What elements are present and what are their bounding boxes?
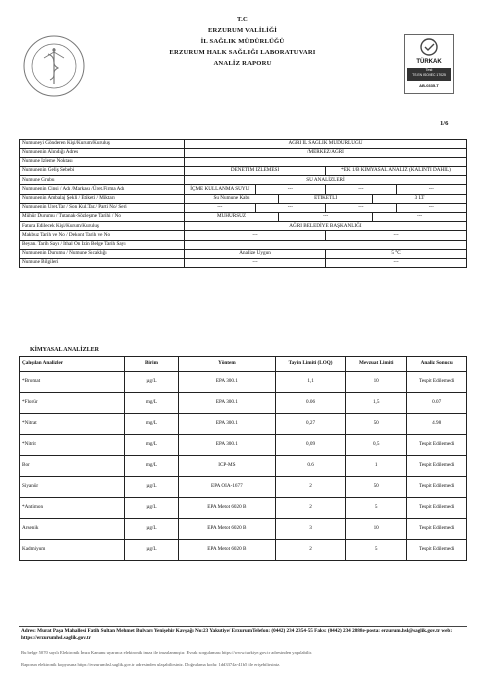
analysis-cell: mg/L bbox=[125, 456, 178, 477]
info-value: --- bbox=[184, 203, 255, 212]
info-value: Analize Uygun bbox=[184, 249, 325, 258]
analysis-cell: EPA Metot 6020 B bbox=[178, 540, 275, 561]
analysis-cell: µg/L bbox=[125, 372, 178, 393]
analysis-cell: µg/L bbox=[125, 519, 178, 540]
analysis-cell: µg/L bbox=[125, 498, 178, 519]
analysis-row bbox=[20, 372, 467, 393]
info-label: Numunenin Alındığı Adres bbox=[20, 148, 185, 157]
info-value: İÇME KULLANMA SUYU bbox=[184, 185, 255, 194]
analysis-cell: mg/L bbox=[125, 393, 178, 414]
analysis-cell: 2 bbox=[276, 477, 346, 498]
info-label: Numunenin Ambalaj Şekli / Etiketi / Miktarı bbox=[20, 194, 185, 203]
analysis-row bbox=[20, 393, 467, 414]
analysis-header-cell: Tayin Limiti (LOQ) bbox=[276, 357, 346, 372]
analysis-cell: 1,1 bbox=[276, 372, 346, 393]
turkak-badge bbox=[404, 34, 454, 94]
page-title: ANALİZ RAPORU bbox=[213, 60, 272, 67]
info-value: --- bbox=[184, 258, 325, 267]
info-label: Numuneyi Gönderen Kişi/Kurum/Kuruluş bbox=[20, 139, 185, 148]
analysis-cell: 2 bbox=[276, 498, 346, 519]
turkak-standard: TS EN ISO/IEC 17025 bbox=[412, 73, 446, 77]
info-value: --- bbox=[279, 213, 373, 222]
analysis-header-cell: Mevzuat Limiti bbox=[346, 357, 407, 372]
info-value: --- bbox=[326, 203, 396, 212]
analysis-cell: 5 bbox=[346, 540, 407, 561]
turkak-number: AB-0335-T bbox=[419, 83, 439, 88]
info-row bbox=[20, 176, 467, 185]
analysis-cell: Tespit Edilemedi bbox=[407, 498, 467, 519]
analysis-name: *Bromat bbox=[20, 372, 125, 393]
analysis-cell: 0,27 bbox=[276, 414, 346, 435]
analysis-name: Bor bbox=[20, 456, 125, 477]
analysis-cell: EPA Metot 6020 B bbox=[178, 498, 275, 519]
info-row bbox=[20, 148, 467, 157]
header-line-laboratuvar: ERZURUM HALK SAĞLIĞI LABORATUVARI bbox=[169, 49, 316, 56]
analysis-cell: 50 bbox=[346, 414, 407, 435]
info-value: --- bbox=[396, 185, 466, 194]
analysis-cell: EPA 300.1 bbox=[178, 414, 275, 435]
analysis-row bbox=[20, 498, 467, 519]
analysis-cell: ICP-MS bbox=[178, 456, 275, 477]
analysis-name: Siyanür bbox=[20, 477, 125, 498]
info-value: --- bbox=[255, 203, 325, 212]
info-value: MÜHÜRSÜZ bbox=[184, 213, 278, 222]
info-value bbox=[184, 157, 466, 166]
info-row bbox=[20, 249, 467, 258]
info-label: Mühür Durumu / Tutanak-Sözleşme Tarihi / No bbox=[20, 213, 185, 222]
info-label: Numune Grubu bbox=[20, 176, 185, 185]
analysis-cell: mg/L bbox=[125, 435, 178, 456]
header-line-mudurluk: İL SAĞLIK MÜDÜRLÜĞÜ bbox=[200, 38, 285, 45]
analysis-cell: Tespit Edilemedi bbox=[407, 372, 467, 393]
turkak-logo-icon bbox=[405, 37, 453, 61]
info-row bbox=[20, 185, 467, 194]
analysis-header-cell: Analiz Sonucu bbox=[407, 357, 467, 372]
info-label: Numune İzleme Noktası bbox=[20, 157, 185, 166]
analysis-name: Arsenik bbox=[20, 519, 125, 540]
analysis-cell: 2 bbox=[276, 540, 346, 561]
sample-info-table bbox=[19, 139, 467, 268]
analysis-cell: 50 bbox=[346, 477, 407, 498]
analysis-row bbox=[20, 477, 467, 498]
analysis-cell: EPA 300.1 bbox=[178, 435, 275, 456]
analysis-name: *Florür bbox=[20, 393, 125, 414]
info-value: --- bbox=[326, 185, 396, 194]
info-value: --- bbox=[373, 213, 467, 222]
analysis-header-cell: Çalışılan Analizler bbox=[20, 357, 125, 372]
analysis-cell: µg/L bbox=[125, 477, 178, 498]
analysis-cell: 0,09 bbox=[276, 435, 346, 456]
analysis-cell: EPA 300.1 bbox=[178, 372, 275, 393]
info-label: Numunenin Cinsi / Adı /Markası /Üret.Firma Adı bbox=[20, 185, 185, 194]
analysis-cell: Tespit Edilemedi bbox=[407, 519, 467, 540]
analysis-cell: 5 bbox=[346, 498, 407, 519]
info-row bbox=[20, 194, 467, 203]
analysis-row bbox=[20, 414, 467, 435]
analysis-cell: Tespit Edilemedi bbox=[407, 456, 467, 477]
analysis-cell: mg/L bbox=[125, 414, 178, 435]
analysis-header-cell: Yöntem bbox=[178, 357, 275, 372]
info-value: --- bbox=[326, 258, 467, 267]
analysis-row bbox=[20, 519, 467, 540]
analysis-row bbox=[20, 435, 467, 456]
info-value: DENETİM İZLEMESİ bbox=[184, 167, 325, 176]
analysis-section-title: KİMYASAL ANALİZLER bbox=[30, 347, 99, 353]
analysis-cell: 1,5 bbox=[346, 393, 407, 414]
analysis-cell: 1 bbox=[346, 456, 407, 477]
analysis-row bbox=[20, 456, 467, 477]
info-value: ETİKETLİ bbox=[279, 194, 373, 203]
footer-verification-note: Raporun elektronik kopyasına https://erzurumhsl.saglik.gov.tr adresinden ulaşabilirsiniz. Doğrulama kodu: 1dd3374a-41b5 ile erişebilirsiniz. bbox=[21, 662, 281, 667]
info-row bbox=[20, 203, 467, 212]
info-row bbox=[20, 167, 467, 176]
analysis-cell: 0.07 bbox=[407, 393, 467, 414]
ministry-seal-logo bbox=[22, 34, 86, 98]
info-value: --- bbox=[184, 231, 325, 240]
analysis-cell: EPA OIA-1677 bbox=[178, 477, 275, 498]
analysis-header-cell: Birim bbox=[125, 357, 178, 372]
info-value: AĞRI İL SAĞLIK MÜDÜRLÜĞÜ bbox=[184, 139, 466, 148]
info-row bbox=[20, 258, 467, 267]
info-label: Numune Bilgileri bbox=[20, 258, 185, 267]
analysis-cell: 0.6 bbox=[276, 456, 346, 477]
info-row bbox=[20, 222, 467, 231]
footer-divider bbox=[19, 626, 467, 627]
info-value: /MERKEZ/AĞRI bbox=[184, 148, 466, 157]
info-label: Makbuz Tarih ve No / Dekont Tarih ve No bbox=[20, 231, 185, 240]
info-value: --- bbox=[326, 231, 467, 240]
analysis-row bbox=[20, 540, 467, 561]
analysis-cell: 3 bbox=[276, 519, 346, 540]
info-value: SU ANALİZLERİ bbox=[184, 176, 466, 185]
info-value: AĞRI BELEDİYE BAŞKANLIĞI bbox=[184, 222, 466, 231]
info-row bbox=[20, 240, 467, 249]
info-row bbox=[20, 231, 467, 240]
info-row bbox=[20, 157, 467, 166]
analysis-cell: 10 bbox=[346, 519, 407, 540]
header-line-valilik: ERZURUM VALİLİĞİ bbox=[207, 27, 278, 34]
info-value: 3 LT bbox=[373, 194, 467, 203]
info-value: --- bbox=[396, 203, 466, 212]
analysis-cell: Tespit Edilemedi bbox=[407, 540, 467, 561]
turkak-name: TÜRKAK bbox=[416, 59, 442, 65]
analysis-cell: EPA 300.1 bbox=[178, 393, 275, 414]
analysis-cell: EPA Metot 6020 B bbox=[178, 519, 275, 540]
analysis-cell: 10 bbox=[346, 372, 407, 393]
footer-address: Adres: Murat Paşa Mahallesi Fatih Sultan Mehmet Bulvarı Yenişehir Kavşağı No:23 Yakutiye/ ErzurumTelefon: (0442) 234 2354-55 Faks: (0442) 234 2888e-posta: erzurum.hsl@saglik.gov.tr web: https://erzurumhsl.saglik.gov.tr bbox=[21, 628, 453, 642]
turkak-test-label: Test bbox=[425, 68, 433, 72]
info-value bbox=[184, 240, 466, 249]
analysis-table bbox=[19, 356, 467, 561]
info-label: Beyan. Tarih Sayı / İthal Ön İzin Belge Tarih Sayı bbox=[20, 240, 185, 249]
analysis-cell: 0.06 bbox=[276, 393, 346, 414]
analysis-cell: µg/L bbox=[125, 540, 178, 561]
analysis-cell: Tespit Edilemedi bbox=[407, 477, 467, 498]
info-value: *EK 1/B KİMYASAL ANALİZ (KALINTI DAHİL) bbox=[326, 167, 467, 176]
info-label: Numunenin Geliş Sebebi bbox=[20, 167, 185, 176]
analysis-header-row bbox=[20, 357, 467, 372]
info-value: --- bbox=[255, 185, 325, 194]
info-label: Numunenin Üret.Tar / Son Kul.Tar./ Parti No/ Seri bbox=[20, 203, 185, 212]
header-line-tc: T.C bbox=[237, 16, 248, 23]
analysis-cell: 0,5 bbox=[346, 435, 407, 456]
analysis-name: *Nitrit bbox=[20, 435, 125, 456]
analysis-name: *Antimon bbox=[20, 498, 125, 519]
info-row bbox=[20, 139, 467, 148]
info-value: Su Numune Kabı bbox=[184, 194, 278, 203]
analysis-name: Kadmiyum bbox=[20, 540, 125, 561]
info-row bbox=[20, 213, 467, 222]
info-label: Numunenin Durumu / Numune Sıcaklığı bbox=[20, 249, 185, 258]
info-label: Fatura Edilecek Kişi/Kurum/Kuruluş bbox=[20, 222, 185, 231]
analysis-name: *Nitrat bbox=[20, 414, 125, 435]
footer-esignature-note: Bu belge 5070 sayılı Elektronik İmza Kanunu uyarınca elektronik imza ile imzalanmıştır. Evrak sorgulaması https://www.turkiye.gov.tr adresinden yapılabilir. bbox=[21, 650, 313, 655]
analysis-cell: Tespit Edilemedi bbox=[407, 435, 467, 456]
page-number: 1/6 bbox=[440, 120, 449, 127]
analysis-cell: 4.98 bbox=[407, 414, 467, 435]
info-value: 5 °C bbox=[326, 249, 467, 258]
